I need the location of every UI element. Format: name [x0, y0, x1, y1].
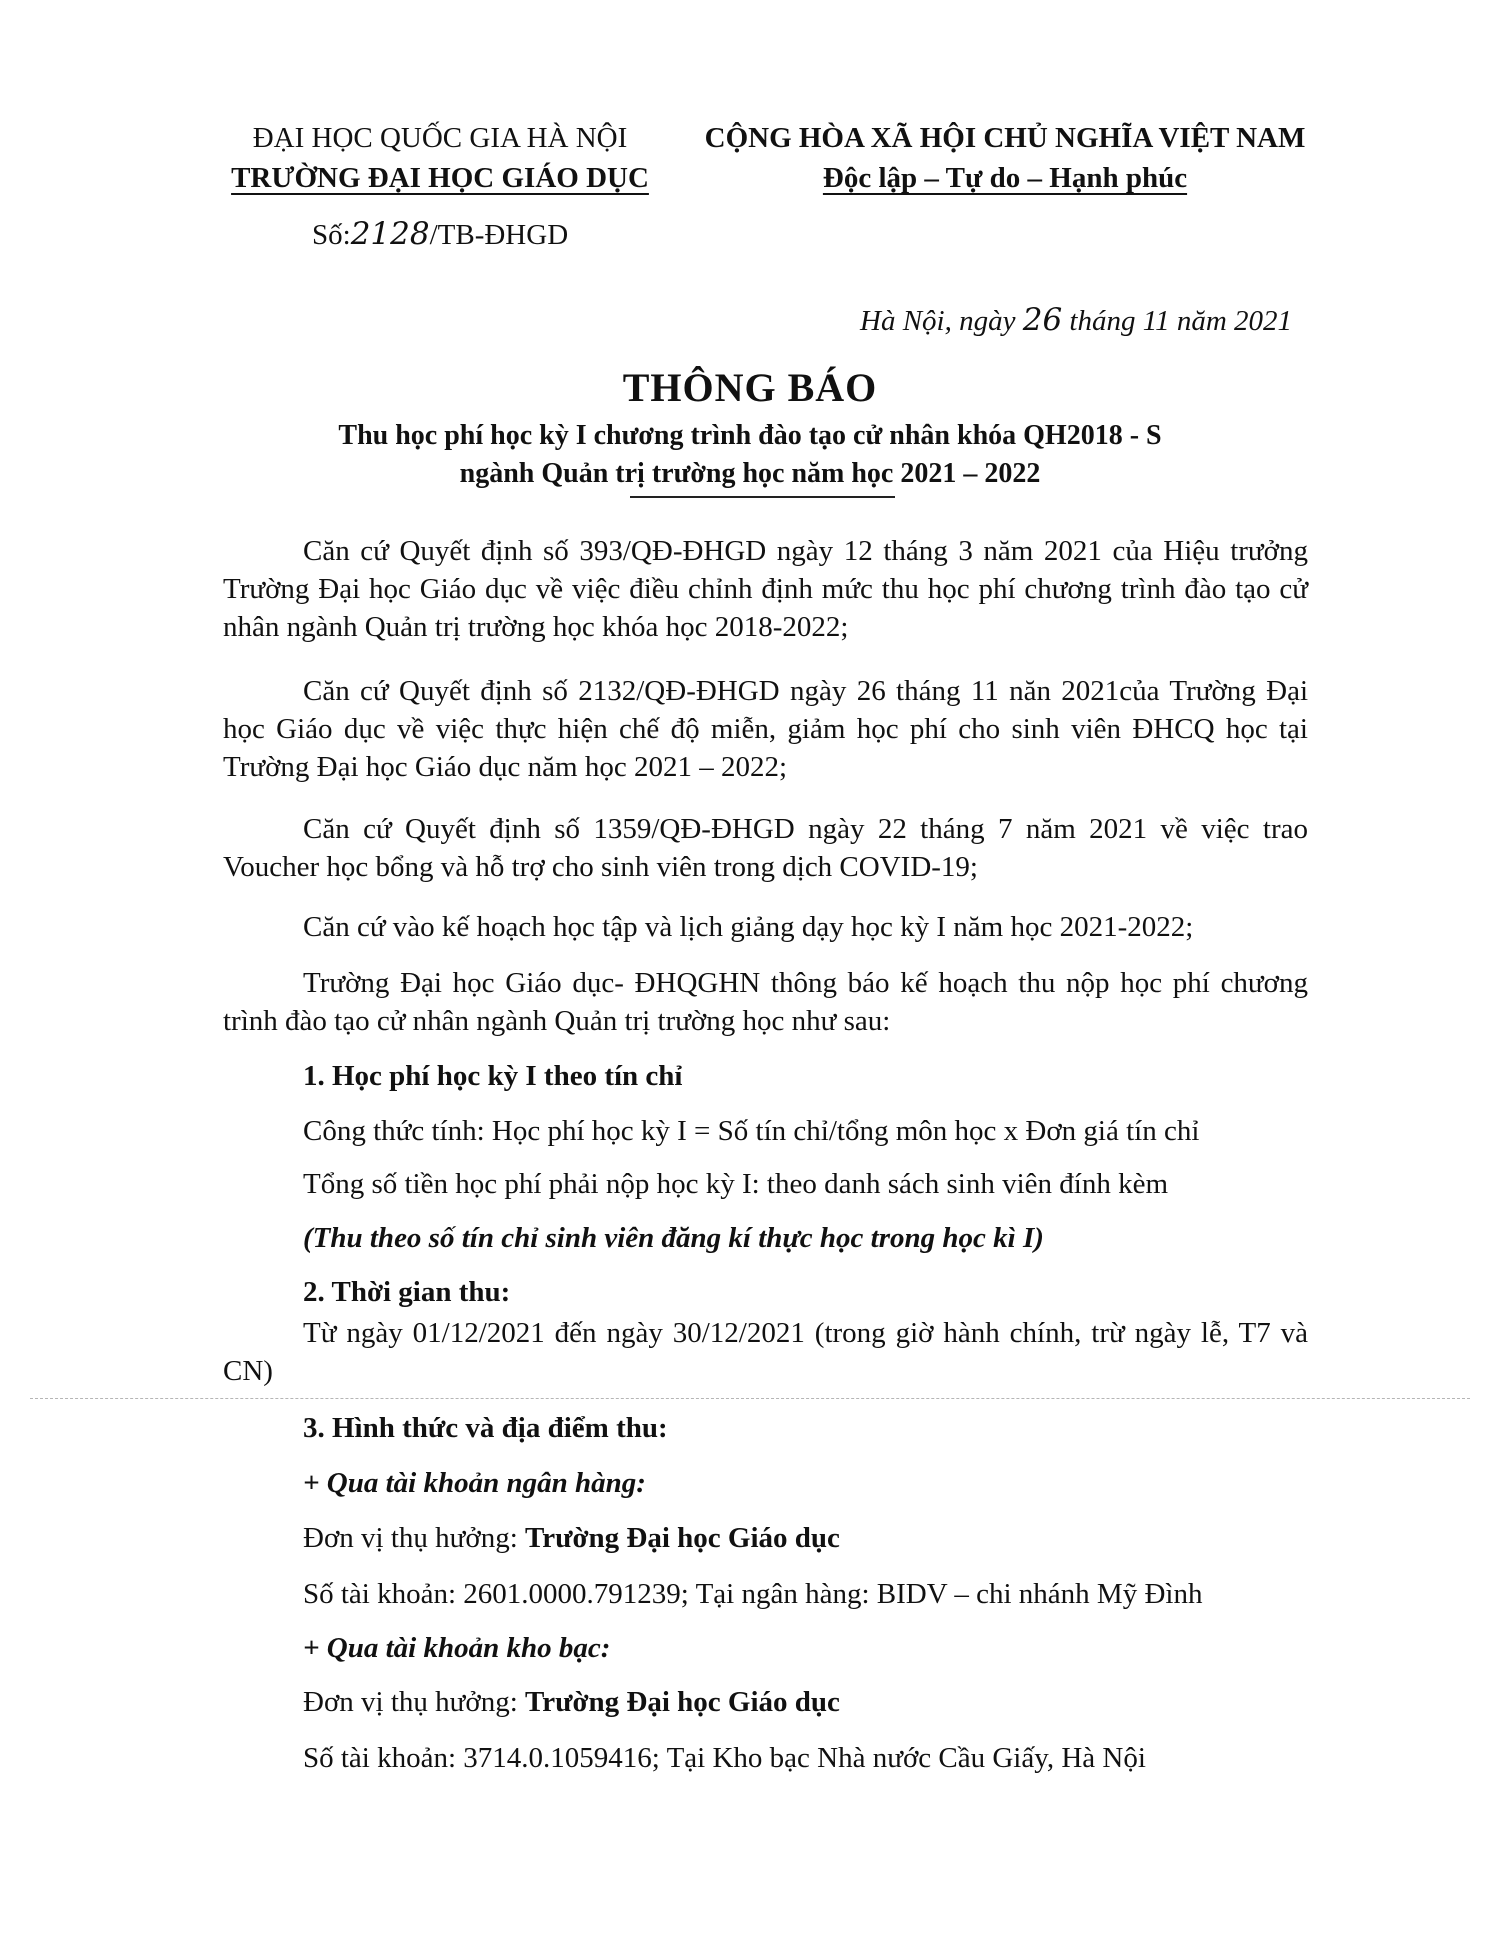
- subtitle-line-1: Thu học phí học kỳ I chương trình đào tạo cử nhân khóa QH2018 - S: [338, 420, 1162, 451]
- title-divider: [630, 496, 895, 498]
- issuing-organization: [225, 118, 655, 198]
- bank-account: Số tài khoản: 2601.0000.791239; Tại ngân hàng: BIDV – chi nhánh Mỹ Đình: [303, 1578, 1203, 1610]
- treasury-heading: + Qua tài khoản kho bạc:: [303, 1632, 611, 1664]
- fee-formula: Công thức tính: Học phí học kỳ I = Số tín chỉ/tổng môn học x Đơn giá tín chỉ: [303, 1115, 1200, 1147]
- document-number: Số:2128/TB-ĐHGD: [312, 216, 569, 252]
- section-1-heading: 1. Học phí học kỳ I theo tín chỉ: [303, 1060, 683, 1092]
- country-name: CỘNG HÒA XÃ HỘI CHỦ NGHĨA VIỆT NAM: [704, 122, 1306, 154]
- basis-paragraph-2: Căn cứ Quyết định số 2132/QĐ-ĐHGD ngày 26 tháng 11 năn 2021của Trường Đại học Giáo dục về việc thực hiện chế độ miễn, giảm học phí cho sinh viên ĐHCQ học tại Trường Đại học Giáo dục năm học 2021 – 2022;: [223, 675, 1308, 783]
- org-line-1: ĐẠI HỌC QUỐC GIA HÀ NỘI: [252, 122, 628, 154]
- document-title: THÔNG BÁO: [622, 365, 878, 410]
- treasury-beneficiary: Đơn vị thụ hưởng: Trường Đại học Giáo dục: [303, 1686, 840, 1718]
- national-heading: [700, 118, 1310, 198]
- bank-beneficiary: Đơn vị thụ hưởng: Trường Đại học Giáo dục: [303, 1522, 840, 1554]
- section-3-heading: 3. Hình thức và địa điểm thu:: [303, 1412, 668, 1444]
- basis-paragraph-3: Căn cứ Quyết định số 1359/QĐ-ĐHGD ngày 22 tháng 7 năm 2021 về việc trao Voucher học bổng và hỗ trợ cho sinh viên trong dịch COVID-19;: [223, 813, 1308, 883]
- basis-paragraph-1: Căn cứ Quyết định số 393/QĐ-ĐHGD ngày 12 tháng 3 năm 2021 của Hiệu trưởng Trường Đại học Giáo dục về việc điều chỉnh định mức thu học phí chương trình đào tạo cử nhân ngành Quản trị trường học khóa học 2018-2022;: [223, 535, 1308, 643]
- org-line-2: TRƯỜNG ĐẠI HỌC GIÁO DỤC: [231, 162, 649, 194]
- scan-artifact-line: [30, 1398, 1470, 1399]
- collection-period: Từ ngày 01/12/2021 đến ngày 30/12/2021 (trong giờ hành chính, trừ ngày lễ, T7 và CN): [223, 1317, 1308, 1387]
- motto: Độc lập – Tự do – Hạnh phúc: [822, 162, 1188, 194]
- basis-paragraph-4: Căn cứ vào kế hoạch học tập và lịch giảng dạy học kỳ I năm học 2021-2022;: [303, 911, 1194, 943]
- handwritten-day: 26: [1022, 302, 1063, 338]
- announcement-intro: Trường Đại học Giáo dục- ĐHQGHN thông báo kế hoạch thu nộp học phí chương trình đào tạo cử nhân ngành Quản trị trường học như sau:: [223, 967, 1308, 1037]
- issue-date: Hà Nội, ngày 26 tháng 11 năm 2021: [860, 302, 1293, 338]
- subtitle-line-2: ngành Quản trị trường học năm học 2021 – 2022: [459, 458, 1041, 489]
- section-2-heading: 2. Thời gian thu:: [303, 1276, 511, 1308]
- handwritten-number: 2128: [350, 216, 430, 252]
- fee-note: (Thu theo số tín chỉ sinh viên đăng kí thực học trong học kì I): [303, 1222, 1044, 1254]
- bank-heading: + Qua tài khoản ngân hàng:: [303, 1467, 646, 1499]
- fee-total: Tổng số tiền học phí phải nộp học kỳ I: theo danh sách sinh viên đính kèm: [303, 1168, 1169, 1200]
- treasury-account: Số tài khoản: 3714.0.1059416; Tại Kho bạc Nhà nước Cầu Giấy, Hà Nội: [303, 1742, 1146, 1774]
